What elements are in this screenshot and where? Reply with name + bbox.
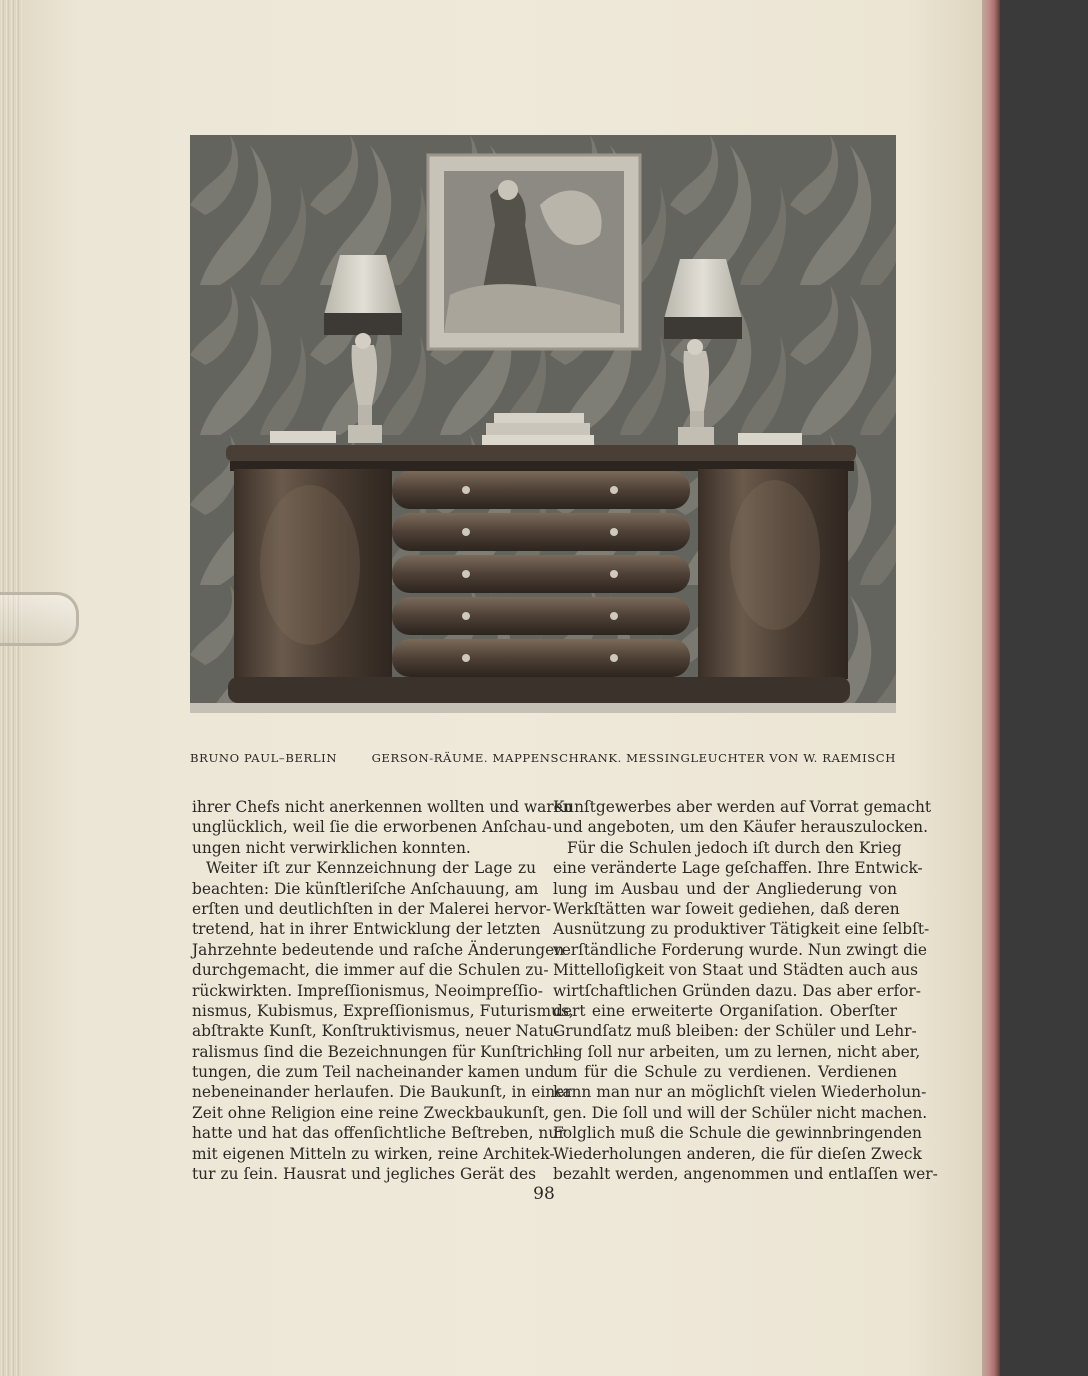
text-line: kann man nur an möglichſt vielen Wiederholun-: [553, 1083, 927, 1102]
text-line: hatte und hat das offenſichtliche Beſtreben, nur: [192, 1124, 566, 1143]
book-cover-edge: [982, 0, 1000, 1376]
text-line: ralismus ſind die Bezeichnungen für Kunſtrich-: [192, 1042, 559, 1061]
text-line: nebeneinander herlaufen. Die Baukunſt, in einer: [192, 1083, 572, 1102]
text-line: abſtrakte Kunſt, Konſtruktivismus, neuer Natu-: [192, 1022, 560, 1041]
text-line: mit eigenen Mitteln zu wirken, reine Architek-: [192, 1144, 555, 1163]
text-line: Grundſatz muß bleiben: der Schüler und Lehr-: [553, 1022, 917, 1041]
text-line: tungen, die zum Teil nacheinander kamen und: [192, 1063, 555, 1082]
caption-title: GERSON-RÄUME. MAPPENSCHRANK. MESSINGLEUCHTER VON W. RAEMISCH: [371, 751, 896, 765]
text-line: Ausnützung zu produktiver Tätigkeit eine ſelbſt-: [553, 920, 930, 939]
text-column-left: [192, 797, 574, 1184]
text-line: lung im Ausbau und der Angliederung von: [553, 879, 897, 898]
text-line: um für die Schule zu verdienen. Verdienen: [553, 1063, 897, 1082]
text-line: ihrer Chefs nicht anerkennen wollten und waren: [192, 798, 573, 816]
text-column-right: [553, 797, 938, 1184]
text-line: Weiter iſt zur Kennzeichnung der Lage zu: [206, 859, 536, 878]
text-line: Kunſtgewerbes aber werden auf Vorrat gemacht: [553, 798, 932, 816]
text-line: verſtändliche Forderung wurde. Nun zwingt die: [553, 940, 928, 959]
text-line: Mittelloſigkeit von Staat und Städten auch aus: [553, 961, 919, 980]
text-line: eine veränderte Lage geſchaffen. Ihre Entwick-: [553, 859, 923, 878]
figure-caption: [190, 751, 896, 771]
text-line: ungen nicht verwirklichen konnten.: [192, 838, 471, 857]
text-line: tretend, hat in ihrer Entwicklung der letzten: [192, 920, 541, 939]
text-line: dert eine erweiterte Organiſation. Oberſter: [553, 1001, 897, 1020]
text-line: wirtſchaftlichen Gründen dazu. Das aber erfor-: [553, 981, 921, 1000]
text-line: und angeboten, um den Käufer herauszulocken.: [553, 818, 928, 837]
text-line: Zeit ohne Religion eine reine Zweckbaukunſt,: [192, 1103, 550, 1122]
text-line: Folglich muß die Schule die gewinnbringenden: [553, 1124, 922, 1143]
text-line: tur zu ſein. Hausrat und jegliches Gerät des: [192, 1165, 536, 1184]
text-line: durchgemacht, die immer auf die Schulen zu-: [192, 961, 549, 980]
photograph-sideboard-icon: [190, 135, 896, 713]
text-line: unglücklich, weil ſie die erworbenen Anſchau-: [192, 818, 552, 837]
text-line: beachten: Die künſtleriſche Anſchauung, am: [192, 879, 539, 898]
text-line: Für die Schulen jedoch iſt durch den Krieg: [567, 838, 902, 857]
page-number: 98: [533, 1184, 555, 1204]
text-line: Werkſtätten war ſoweit gediehen, daß deren: [553, 899, 900, 918]
text-line: rückwirkten. Impreſſionismus, Neoimpreſſio-: [192, 981, 543, 1000]
text-line: ling ſoll nur arbeiten, um zu lernen, nicht aber,: [553, 1042, 921, 1061]
paper-clip-icon: [0, 592, 79, 646]
caption-author: BRUNO PAUL–BERLIN: [190, 751, 338, 765]
text-line: bezahlt werden, angenommen und entlaſſen wer-: [553, 1165, 938, 1184]
sideboard-photograph: [190, 135, 896, 713]
text-line: Wiederholungen anderen, die für dieſen Zweck: [553, 1144, 922, 1163]
text-line: nismus, Kubismus, Expreſſionismus, Futurismus,: [192, 1001, 574, 1020]
text-line: erſten und deutlichſten in der Malerei hervor-: [192, 899, 552, 918]
text-line: gen. Die ſoll und will der Schüler nicht machen.: [553, 1103, 928, 1122]
text-line: Jahrzehnte bedeutende und raſche Änderungen: [192, 940, 565, 959]
